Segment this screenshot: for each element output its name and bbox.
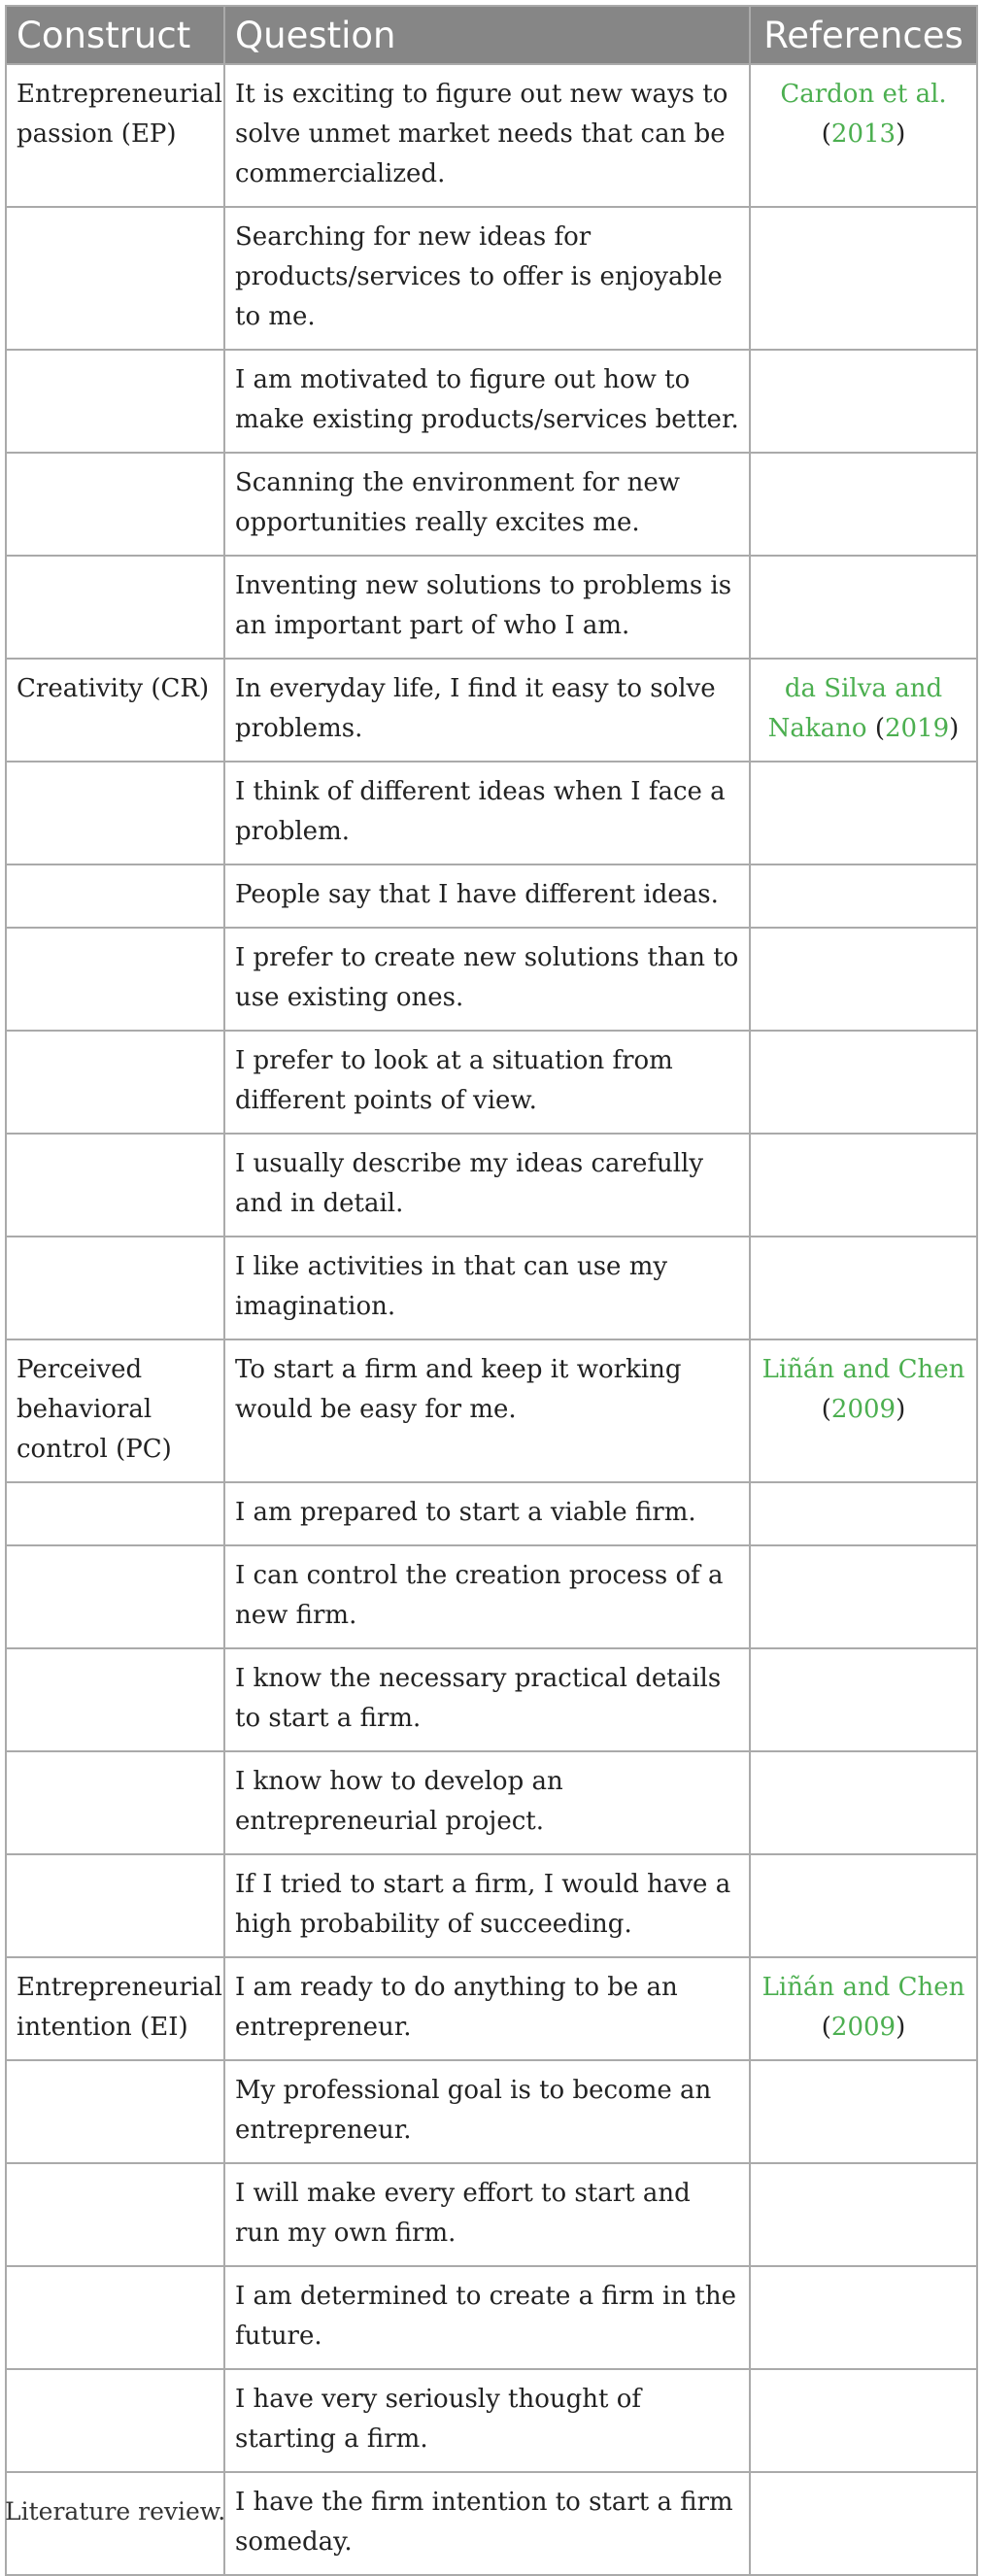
reference-cell: [750, 864, 977, 928]
question-cell: Inventing new solutions to problems is an important part of who I am.: [224, 556, 750, 659]
construct-cell: [6, 1237, 224, 1339]
table-row: [6, 659, 977, 762]
header-question: Question: [224, 6, 750, 64]
question-cell: I have very seriously thought of starting a firm.: [224, 2369, 750, 2472]
table-row: [6, 2163, 977, 2266]
question-cell: To start a firm and keep it working would be easy for me.: [224, 1339, 750, 1482]
reference-cell: [750, 2163, 977, 2266]
reference-cell: [750, 1482, 977, 1545]
construct-cell: Creativity (CR): [6, 659, 224, 762]
question-cell: If I tried to start a firm, I would have a high probability of succeeding.: [224, 1854, 750, 1957]
reference-cell: [750, 659, 977, 762]
reference-cell: [750, 1957, 977, 2060]
question-cell: I usually describe my ideas carefully and in detail.: [224, 1134, 750, 1237]
question-cell: I prefer to create new solutions than to use existing ones.: [224, 928, 750, 1031]
table-row: [6, 453, 977, 556]
question-cell: I think of different ideas when I face a problem.: [224, 762, 750, 864]
construct-cell: [6, 1134, 224, 1237]
reference-cell: [750, 2060, 977, 2163]
construct-cell: [6, 207, 224, 350]
reference-cell: [750, 2472, 977, 2575]
question-cell: I am ready to do anything to be an entrepreneur.: [224, 1957, 750, 2060]
question-cell: In everyday life, I find it easy to solve problems.: [224, 659, 750, 762]
question-cell: I am determined to create a firm in the future.: [224, 2266, 750, 2369]
reference-year-link[interactable]: 2013: [830, 119, 896, 149]
reference-year-link[interactable]: 2019: [885, 714, 950, 743]
question-cell: I like activities in that can use my imagination.: [224, 1237, 750, 1339]
reference-cell: [750, 1854, 977, 1957]
table-row: [6, 2266, 977, 2369]
reference-link[interactable]: Liñán and Chen: [761, 1973, 965, 2002]
construct-cell: [6, 1751, 224, 1854]
table-row: [6, 2060, 977, 2163]
reference-cell: [750, 1134, 977, 1237]
question-cell: I have the firm intention to start a firm someday.: [224, 2472, 750, 2575]
construct-cell: [6, 556, 224, 659]
reference-paren-close: ): [896, 119, 906, 149]
reference-cell: [750, 762, 977, 864]
question-cell: It is exciting to figure out new ways to solve unmet market needs that can be commercialized.: [224, 64, 750, 207]
construct-cell: [6, 1854, 224, 1957]
table-caption: Literature review.: [5, 2497, 226, 2525]
table-row: [6, 2369, 977, 2472]
question-cell: I prefer to look at a situation from different points of view.: [224, 1031, 750, 1134]
table-body: [6, 64, 977, 2575]
question-cell: People say that I have different ideas.: [224, 864, 750, 928]
reference-cell: [750, 1751, 977, 1854]
reference-year-link[interactable]: 2009: [830, 2013, 896, 2042]
reference-cell: [750, 556, 977, 659]
reference-paren-close: ): [949, 714, 960, 743]
question-cell: My professional goal is to become an entrepreneur.: [224, 2060, 750, 2163]
construct-cell: Perceived behavioral control (PC): [6, 1339, 224, 1482]
table-row: [6, 207, 977, 350]
reference-cell: [750, 1648, 977, 1751]
reference-cell: [750, 1031, 977, 1134]
construct-cell: [6, 864, 224, 928]
reference-link[interactable]: Liñán and Chen: [761, 1355, 965, 1384]
table-row: [6, 1648, 977, 1751]
construct-cell: [6, 1648, 224, 1751]
reference-cell: [750, 2369, 977, 2472]
table-row: [6, 350, 977, 453]
reference-cell: [750, 928, 977, 1031]
question-cell: I can control the creation process of a new firm.: [224, 1545, 750, 1648]
reference-link[interactable]: Cardon et al.: [780, 80, 947, 109]
table-row: [6, 762, 977, 864]
construct-cell: [6, 1031, 224, 1134]
reference-cell: [750, 64, 977, 207]
reference-paren-open: (: [821, 1395, 831, 1424]
construct-cell: [6, 350, 224, 453]
reference-cell: [750, 2266, 977, 2369]
construct-cell: [6, 453, 224, 556]
reference-paren-close: ): [896, 1395, 906, 1424]
construct-cell: Entrepreneurial intention (EI): [6, 1957, 224, 2060]
construct-cell: [6, 928, 224, 1031]
reference-cell: [750, 1545, 977, 1648]
table-row: [6, 1339, 977, 1482]
reference-link[interactable]: da Silva and Nakano: [767, 674, 943, 743]
construct-cell: [6, 2266, 224, 2369]
reference-cell: [750, 1237, 977, 1339]
table-row: [6, 1237, 977, 1339]
header-construct: Construct: [6, 6, 224, 64]
reference-cell: [750, 350, 977, 453]
construct-cell: [6, 2060, 224, 2163]
question-cell: Scanning the environment for new opportunities really excites me.: [224, 453, 750, 556]
question-cell: I know how to develop an entrepreneurial project.: [224, 1751, 750, 1854]
table-row: [6, 64, 977, 207]
question-cell: I am motivated to figure out how to make existing products/services better.: [224, 350, 750, 453]
construct-cell: [6, 2163, 224, 2266]
question-cell: Searching for new ideas for products/services to offer is enjoyable to me.: [224, 207, 750, 350]
header-references: References: [750, 6, 977, 64]
construct-cell: [6, 1482, 224, 1545]
reference-paren-close: ): [896, 2013, 906, 2042]
construct-cell: [6, 1545, 224, 1648]
construct-cell: Entrepreneurial passion (EP): [6, 64, 224, 207]
reference-cell: [750, 453, 977, 556]
reference-paren-open: (: [874, 714, 885, 743]
reference-cell: [750, 1339, 977, 1482]
table-row: [6, 1031, 977, 1134]
table-row: [6, 1134, 977, 1237]
table-row: [6, 1751, 977, 1854]
construct-cell: [6, 762, 224, 864]
table-row: [6, 1854, 977, 1957]
table-row: [6, 1957, 977, 2060]
table-row: [6, 1482, 977, 1545]
literature-review-table: [5, 5, 978, 2576]
question-cell: I will make every effort to start and run my own firm.: [224, 2163, 750, 2266]
table-row: [6, 1545, 977, 1648]
table-row: [6, 864, 977, 928]
table-row: [6, 556, 977, 659]
table-row: [6, 928, 977, 1031]
header-row: [6, 6, 977, 64]
reference-cell: [750, 207, 977, 350]
question-cell: I know the necessary practical details to start a firm.: [224, 1648, 750, 1751]
reference-year-link[interactable]: 2009: [830, 1395, 896, 1424]
reference-paren-open: (: [821, 119, 831, 149]
reference-paren-open: (: [821, 2013, 831, 2042]
construct-cell: [6, 2369, 224, 2472]
question-cell: I am prepared to start a viable firm.: [224, 1482, 750, 1545]
